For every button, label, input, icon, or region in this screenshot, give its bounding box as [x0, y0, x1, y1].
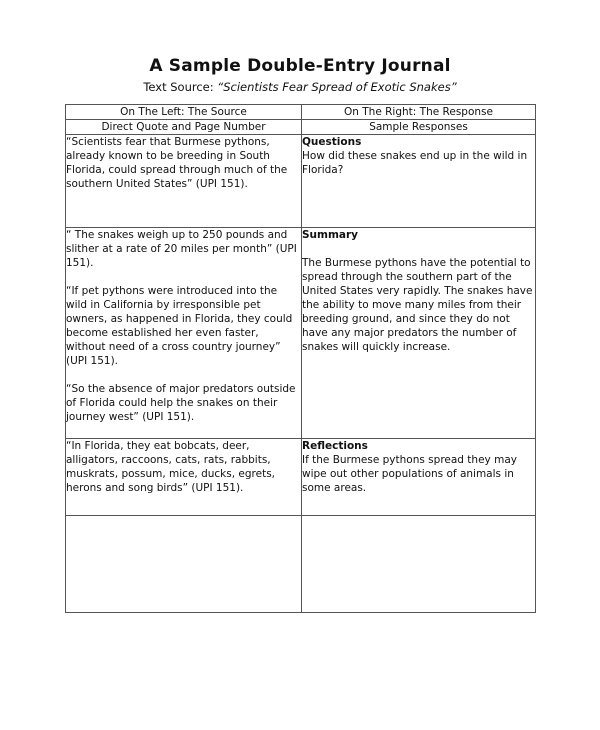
response-text: How did these snakes end up in the wild in Florida?: [302, 150, 528, 176]
table-row: [66, 135, 536, 228]
document-subtitle: [0, 80, 600, 94]
empty-cell-left: [66, 516, 302, 613]
response-label: Questions: [302, 136, 362, 148]
source-quote: “ The snakes weigh up to 250 pounds and slither at a rate of 20 miles per month” (UPI 151).: [66, 229, 297, 269]
empty-cell-right: [302, 516, 536, 613]
subtitle-prefix: Text Source:: [143, 80, 218, 94]
header-left: On The Left: The Source: [66, 105, 302, 120]
source-cell: [66, 135, 302, 228]
response-cell: [302, 228, 536, 439]
response-text: The Burmese pythons have the potential to spread through the southern part of the United States very rapidly. The snakes have the ability to move many miles from their breeding ground, and since they do not have any major predators the number of snakes will quickly increase.: [302, 257, 533, 353]
subheader-right: Sample Responses: [302, 120, 536, 135]
source-cell: [66, 228, 302, 439]
response-cell: [302, 439, 536, 516]
source-quote: “So the absence of major predators outside of Florida could help the snakes on their journey west” (UPI 151).: [66, 383, 296, 423]
source-cell: [66, 439, 302, 516]
subtitle-source: “Scientists Fear Spread of Exotic Snakes”: [217, 80, 457, 94]
response-label: Reflections: [302, 440, 368, 452]
subheader-left: Direct Quote and Page Number: [66, 120, 302, 135]
journal-table: [65, 104, 536, 613]
source-quote: “Scientists fear that Burmese pythons, already known to be breeding in South Florida, could spread through much of the southern United States” (UPI 151).: [66, 136, 288, 190]
document-title: A Sample Double-Entry Journal: [149, 56, 451, 76]
source-quote: “In Florida, they eat bobcats, deer, alligators, raccoons, cats, rats, rabbits, muskrats, possum, mice, ducks, egrets, herons and song birds” (UPI 151).: [66, 440, 276, 494]
response-cell: [302, 135, 536, 228]
header-right: On The Right: The Response: [302, 105, 536, 120]
response-text: If the Burmese pythons spread they may wipe out other populations of animals in some areas.: [302, 454, 517, 494]
table-row: [66, 228, 536, 439]
table-row-empty: [66, 516, 536, 613]
table-row: [66, 439, 536, 516]
response-label: Summary: [302, 229, 359, 241]
source-quote: “If pet pythons were introduced into the wild in California by irresponsible pet owners, as happened in Florida, they could become established her even faster, without need of a cross country journey” (UPI 151).: [66, 285, 293, 367]
